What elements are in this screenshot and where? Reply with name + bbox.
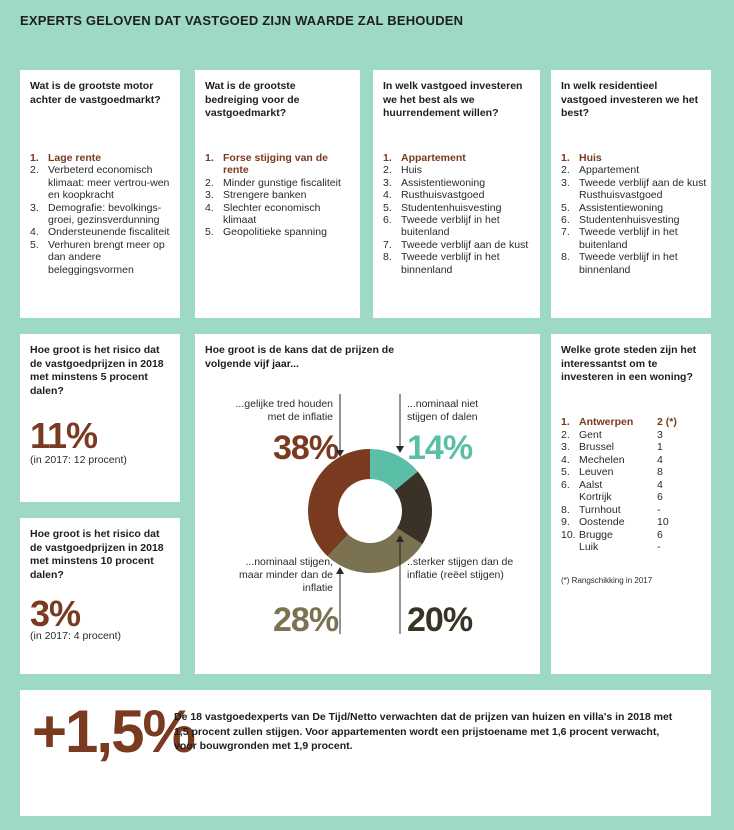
list-item — [561, 152, 709, 164]
rank-text: Assistentiewoning — [579, 201, 664, 214]
rank-text: Studentenhuisvesting — [401, 201, 502, 214]
rank-number: 4. — [30, 226, 39, 239]
donut-chart — [195, 334, 540, 674]
rank-text: Strengere banken — [223, 189, 307, 202]
rank-text: Minder gunstige fiscaliteit — [223, 176, 341, 189]
table-row — [561, 516, 687, 529]
question-risk5: Hoe groot is het risico dat de vastgoedprijzen in 2018 met minstens 5 procent dalen? — [30, 344, 164, 397]
table-row — [561, 454, 687, 467]
rank-number — [561, 189, 579, 201]
question-cities: Welke grote steden zijn het interessantst om te investeren in een woning? — [561, 344, 697, 383]
rank-text: Tweede verblijf in het buitenland — [401, 214, 500, 239]
previous-rank: 6 — [657, 491, 663, 503]
question-residential: In welk residentieel vastgoed investeren we het best? — [561, 80, 699, 119]
value-niet-stijgen: 14% — [407, 429, 473, 467]
page-title: EXPERTS GELOVEN DAT VASTGOED ZIJN WAARDE ZAL BEHOUDEN — [20, 13, 464, 28]
rank-text: Studentenhuisvesting — [579, 214, 680, 227]
list-item — [561, 177, 709, 189]
table-row — [561, 491, 687, 504]
rank-number: 8. — [561, 251, 570, 264]
list-item — [30, 202, 175, 227]
card-bottom — [20, 690, 711, 816]
rank-number: 2. — [383, 164, 392, 177]
table-row — [561, 441, 687, 454]
previous-rank: 1 — [657, 441, 663, 453]
question-motor: Wat is de grootste motor achter de vastgoedmarkt? — [30, 80, 161, 106]
rank-number: 4. — [561, 453, 570, 466]
rank-number: 5. — [205, 226, 214, 239]
list-item — [383, 152, 533, 164]
list-item — [383, 239, 533, 251]
table-row — [561, 504, 687, 517]
rank-number: 1. — [561, 152, 570, 164]
list-item — [561, 202, 709, 214]
rank-text: Tweede verblijf aan de kust — [579, 176, 707, 189]
rank-number: 1. — [205, 152, 214, 164]
rank-number: 6. — [561, 214, 570, 227]
rank-number: 3. — [561, 441, 570, 453]
city-name: Brussel — [579, 441, 615, 453]
rank-number: 5. — [561, 466, 570, 478]
rank-number: 6. — [383, 214, 392, 227]
rank-text: Appartement — [579, 164, 640, 177]
previous-rank: 4 — [657, 478, 663, 491]
previous-rank: 4 — [657, 453, 663, 466]
rank-text: Verbeterd economisch klimaat: meer vertrou-wen en koopkracht — [48, 164, 170, 202]
rank-number: 1. — [383, 152, 392, 164]
rank-number: 5. — [383, 201, 392, 214]
rank-text: Appartement — [401, 152, 466, 164]
rank-number: 3. — [205, 189, 214, 202]
previous-rank: - — [657, 503, 661, 516]
list-motor — [30, 152, 175, 276]
city-name: Gent — [579, 428, 602, 441]
city-name: Oostende — [579, 516, 625, 528]
list-item — [205, 152, 345, 177]
list-item — [561, 214, 709, 226]
label-sterker-stijgen: ..sterker stijgen dan de inflatie (reëel stijgen) — [407, 556, 514, 581]
donut-slice-4 — [308, 449, 370, 556]
rank-number: 2. — [561, 164, 570, 177]
rank-text: Huis — [579, 152, 602, 164]
city-name: Mechelen — [579, 453, 625, 466]
rank-text: Forse stijging van de rente — [223, 152, 329, 177]
list-rental — [383, 152, 533, 276]
list-item — [30, 164, 175, 201]
rank-text: Verhuren brengt meer op dan andere beleggingsvormen — [48, 238, 165, 276]
arrow-minder — [336, 567, 344, 574]
rank-number: 8. — [561, 503, 570, 516]
rank-text: Rusthuisvastgoed — [401, 189, 485, 202]
rank-text: Ondersteunende fiscaliteit — [48, 226, 170, 239]
list-item — [205, 226, 345, 238]
card-risk10 — [20, 518, 180, 674]
card-residential — [551, 70, 711, 318]
list-residential — [561, 152, 709, 276]
list-item — [383, 189, 533, 201]
previous-rank: 2 (*) — [657, 416, 677, 428]
city-name: Kortrijk — [579, 491, 612, 503]
question-threat: Wat is de grootste bedreiging voor de vastgoedmarkt? — [205, 80, 300, 119]
table-row — [561, 479, 687, 492]
list-item — [383, 202, 533, 214]
table-row — [561, 429, 687, 442]
rank-number: 5. — [561, 201, 570, 214]
table-row — [561, 466, 687, 479]
city-name: Turnhout — [579, 503, 621, 516]
label-minder-dan-inflatie: ...nominaal stijgen, maar minder dan de inflatie — [239, 556, 333, 594]
rank-text: Tweede verblijf in het buitenland — [579, 226, 678, 251]
rank-number: 8. — [383, 251, 392, 264]
risk5-value: 11% — [30, 415, 98, 456]
rank-text: Tweede verblijf in het binnenland — [401, 251, 500, 276]
rank-number: 7. — [383, 238, 392, 251]
list-item — [561, 189, 709, 201]
rank-text: Geopolitieke spanning — [223, 226, 327, 239]
rank-text: Demografie: bevolkings-groei, gezinsverdunning — [48, 201, 162, 227]
list-item — [30, 152, 175, 164]
rank-number: 2. — [30, 164, 39, 177]
rank-number — [561, 541, 579, 554]
city-name: Aalst — [579, 478, 603, 491]
risk5-previous: (in 2017: 12 procent) — [30, 454, 127, 466]
rank-number: 10. — [561, 528, 576, 541]
table-row — [561, 541, 687, 554]
list-item — [561, 164, 709, 176]
value-minder-dan-inflatie: 28% — [273, 601, 339, 639]
rank-number: 3. — [30, 201, 39, 214]
rank-number — [561, 491, 579, 504]
rank-text: Tweede verblijf aan de kust — [401, 238, 529, 251]
risk10-previous: (in 2017: 4 procent) — [30, 630, 122, 642]
card-cities — [551, 334, 711, 674]
rank-number: 7. — [561, 226, 570, 239]
previous-rank: 10 — [657, 516, 669, 528]
list-item — [205, 202, 345, 227]
cities-footnote: (*) Rangschikking in 2017 — [561, 576, 653, 585]
list-item — [205, 177, 345, 189]
label-gelijke-tred: ...gelijke tred houden met de inflatie — [235, 398, 333, 423]
bottom-value: +1,5% — [32, 698, 194, 765]
rank-text: Slechter economisch klimaat — [223, 201, 321, 227]
arrow-niet-stijgen — [396, 446, 404, 453]
list-item — [30, 226, 175, 238]
rank-text: Lage rente — [48, 152, 102, 164]
previous-rank: 8 — [657, 466, 663, 478]
rank-number: 2. — [561, 428, 570, 441]
question-risk10: Hoe groot is het risico dat de vastgoedprijzen in 2018 met minstens 10 procent dalen? — [30, 528, 164, 581]
card-chart — [195, 334, 540, 674]
list-item — [383, 251, 533, 276]
rank-number: 1. — [30, 152, 39, 164]
list-item — [383, 164, 533, 176]
city-name: Luik — [579, 541, 599, 553]
chart-title: Hoe groot is de kans dat de prijzen de volgende vijf jaar... — [205, 344, 395, 370]
value-sterker-stijgen: 20% — [407, 601, 473, 639]
label-niet-stijgen: ...nominaal niet stijgen of dalen — [407, 398, 479, 423]
card-motor — [20, 70, 180, 318]
rank-number: 6. — [561, 478, 570, 491]
previous-rank: - — [657, 541, 661, 553]
card-threat — [195, 70, 360, 318]
table-row — [561, 416, 687, 429]
list-item — [561, 251, 709, 276]
list-item — [383, 214, 533, 239]
rank-text: Rusthuisvastgoed — [579, 189, 663, 202]
rank-number: 3. — [383, 176, 392, 189]
rank-number: 3. — [561, 176, 570, 189]
city-name: Brugge — [579, 528, 613, 541]
card-risk5 — [20, 334, 180, 502]
rank-text: Assistentiewoning — [401, 176, 486, 189]
risk10-value: 3% — [30, 593, 81, 634]
list-item — [561, 226, 709, 251]
rank-number: 9. — [561, 516, 570, 528]
previous-rank: 3 — [657, 428, 663, 441]
list-item — [383, 177, 533, 189]
city-name: Antwerpen — [579, 416, 634, 428]
question-rental: In welk vastgoed investeren we het best als we huurrendement willen? — [383, 80, 523, 119]
list-threat — [205, 152, 345, 239]
rank-number: 4. — [205, 201, 214, 214]
city-name: Leuven — [579, 466, 614, 478]
list-item — [205, 189, 345, 201]
rank-number: 1. — [561, 416, 570, 428]
card-rental — [373, 70, 540, 318]
rank-number: 2. — [205, 176, 214, 189]
rank-text: Tweede verblijf in het binnenland — [579, 251, 678, 276]
list-item — [30, 239, 175, 276]
bottom-text: De 18 vastgoedexperts van De Tijd/Netto verwachten dat de prijzen van huizen en villa's in 2018 met 1,5 procent zullen stijgen. Voor appartementen wordt een prijstoename met 1,6 procent verwacht, voor bouwgronden met 1,9 procent. — [174, 711, 673, 752]
previous-rank: 6 — [657, 528, 663, 541]
rank-text: Huis — [401, 164, 423, 177]
value-gelijke-tred: 38% — [273, 429, 339, 467]
rank-number: 4. — [383, 189, 392, 202]
table-row — [561, 529, 687, 542]
rank-number: 5. — [30, 238, 39, 251]
cities-table — [561, 416, 687, 554]
